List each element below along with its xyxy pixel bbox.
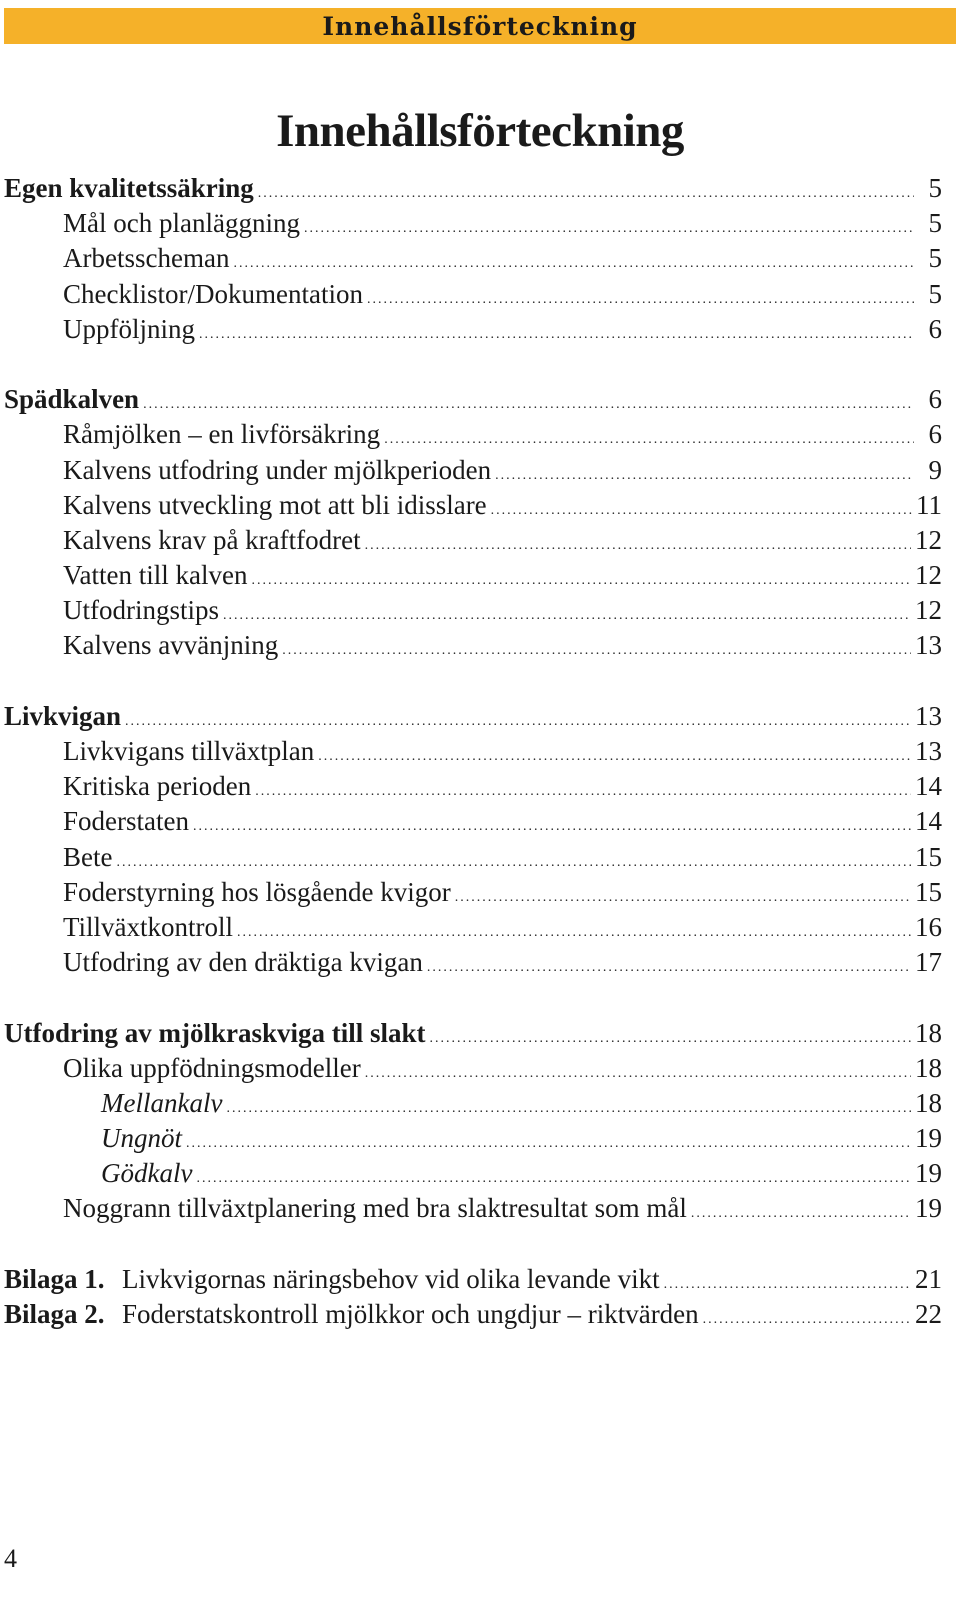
toc-entry-label: Utfodring av den dräktiga kvigan	[63, 947, 423, 978]
toc-entry-page: 12	[915, 595, 942, 626]
toc-entry-label: Foderstatskontroll mjölkkor och ungdjur – riktvärden	[122, 1299, 699, 1329]
toc-entry-page: 13	[915, 736, 942, 766]
toc-entry-page: 5	[928, 173, 942, 203]
toc-dot-leader	[223, 598, 911, 633]
toc-entry-page: 11	[916, 489, 942, 520]
toc-entry[interactable]	[4, 453, 942, 488]
toc-entry-page: 19	[915, 1158, 942, 1189]
page-title: Innehållsförteckning	[276, 105, 684, 157]
toc-entry-label: Kalvens krav på kraftfodret	[63, 524, 361, 555]
toc-entry[interactable]	[4, 769, 942, 804]
toc-dot-leader	[282, 633, 911, 668]
toc-entry-label: Råmjölken – en livförsäkring	[63, 419, 381, 450]
toc-entry-page: 12	[915, 524, 942, 555]
toc-entry[interactable]	[4, 628, 942, 663]
toc-entry-page: 14	[915, 771, 942, 802]
toc-dot-leader	[664, 1267, 911, 1302]
toc-entry-prefix: Bilaga 2.	[4, 1299, 105, 1329]
toc-dot-leader	[365, 1056, 911, 1091]
toc-entry[interactable]	[4, 417, 942, 452]
toc-entry-label: Livkvigans tillväxtplan	[63, 736, 315, 766]
toc-entry[interactable]	[4, 488, 942, 523]
toc-entry-label: Tillväxtkontroll	[63, 911, 234, 942]
table-of-contents	[4, 171, 942, 1332]
toc-entry-label: Utfodringstips	[63, 595, 220, 626]
toc-entry[interactable]	[4, 1262, 942, 1297]
toc-dot-leader	[455, 880, 911, 915]
toc-dot-leader	[193, 809, 911, 844]
toc-entry-page: 6	[928, 419, 942, 450]
toc-entry-page: 18	[915, 1017, 942, 1048]
toc-entry-page: 6	[928, 313, 942, 344]
toc-entry-label: Kritiska perioden	[63, 771, 252, 802]
toc-entry-page: 15	[915, 841, 942, 872]
toc-dot-leader	[304, 211, 914, 246]
toc-dot-leader	[251, 563, 911, 598]
toc-entry-label: Kalvens utveckling mot att bli idisslare	[63, 489, 487, 520]
toc-entry[interactable]	[4, 171, 942, 206]
toc-entry-page: 15	[915, 876, 942, 907]
toc-entry-label: Kalvens utfodring under mjölkperioden	[63, 454, 492, 485]
toc-entry[interactable]	[4, 1191, 942, 1226]
toc-dot-leader	[367, 282, 914, 317]
toc-entry-page: 14	[915, 806, 942, 837]
toc-entry[interactable]	[4, 945, 942, 980]
toc-dot-leader	[258, 176, 914, 211]
toc-entry-label: Olika uppfödningsmodeller	[63, 1052, 361, 1083]
toc-entry-page: 12	[915, 560, 942, 591]
toc-entry-page: 17	[915, 947, 942, 978]
toc-entry[interactable]	[4, 241, 942, 276]
toc-entry[interactable]	[4, 382, 942, 417]
toc-dot-leader	[427, 950, 911, 985]
toc-entry[interactable]	[4, 593, 942, 628]
toc-entry[interactable]	[4, 206, 942, 241]
section-header-bar	[4, 8, 956, 44]
toc-entry[interactable]	[4, 1016, 942, 1051]
toc-dot-leader	[491, 493, 912, 528]
toc-entry-page: 5	[928, 208, 942, 239]
toc-entry-label: Uppföljning	[63, 313, 195, 344]
toc-entry-label: Utfodring av mjölkraskviga till slakt	[4, 1017, 426, 1048]
toc-entry-page: 22	[915, 1299, 942, 1329]
toc-entry-page: 16	[915, 911, 942, 942]
toc-entry-page: 13	[915, 630, 942, 661]
toc-entry[interactable]	[4, 1051, 942, 1086]
toc-entry-prefix: Bilaga 1.	[4, 1263, 105, 1294]
toc-entry[interactable]	[4, 312, 942, 347]
toc-entry[interactable]	[4, 523, 942, 558]
toc-entry[interactable]	[4, 1086, 942, 1121]
toc-entry-label: Gödkalv	[101, 1158, 193, 1189]
toc-entry-page: 9	[928, 454, 942, 485]
toc-dot-leader	[226, 1091, 911, 1126]
toc-dot-leader	[495, 458, 914, 493]
toc-entry[interactable]	[4, 875, 942, 910]
toc-entry[interactable]	[4, 699, 942, 734]
toc-entry-label: Egen kvalitetssäkring	[4, 173, 254, 203]
toc-entry-label: Mellankalv	[101, 1087, 223, 1118]
toc-entry-label: Kalvens avvänjning	[63, 630, 279, 661]
toc-entry-label: Vatten till kalven	[63, 560, 248, 591]
toc-entry[interactable]	[4, 277, 942, 312]
toc-entry-page: 18	[915, 1052, 942, 1083]
toc-entry-label: Bete	[63, 841, 113, 872]
toc-dot-leader	[199, 317, 914, 352]
toc-dot-leader	[318, 739, 911, 774]
toc-entry-page: 6	[928, 384, 942, 415]
toc-entry-label: Arbetsscheman	[63, 243, 230, 274]
toc-dot-leader	[365, 528, 911, 563]
toc-entry-label: Mål och planläggning	[63, 208, 300, 239]
toc-entry-label: Foderstyrning hos lösgående kvigor	[63, 876, 451, 907]
toc-entry-page: 19	[915, 1193, 942, 1224]
toc-entry-label: Spädkalven	[4, 384, 140, 415]
toc-entry[interactable]	[4, 1156, 942, 1191]
toc-entry[interactable]	[4, 804, 942, 839]
toc-entry-label: Ungnöt	[101, 1123, 182, 1154]
toc-dot-leader	[691, 1196, 911, 1231]
toc-entry[interactable]	[4, 910, 942, 945]
page-number: 4	[4, 1544, 17, 1573]
toc-entry-page: 5	[928, 278, 942, 309]
toc-entry-page: 19	[915, 1123, 942, 1154]
toc-entry-page: 13	[915, 700, 942, 731]
toc-entry-page: 18	[915, 1087, 942, 1118]
toc-entry-page: 21	[915, 1263, 942, 1294]
toc-dot-leader	[430, 1021, 911, 1056]
toc-dot-leader	[186, 1126, 911, 1161]
section-header-title: Innehållsförteckning	[322, 11, 638, 41]
toc-dot-leader	[255, 774, 911, 809]
toc-entry[interactable]	[4, 840, 942, 875]
toc-entry[interactable]	[4, 558, 942, 593]
toc-entry-label: Checklistor/Dokumentation	[63, 278, 363, 309]
toc-entry-label: Livkvigornas näringsbehov vid olika levande vikt	[122, 1263, 660, 1294]
toc-entry-label: Foderstaten	[63, 806, 189, 837]
toc-entry[interactable]	[4, 1297, 942, 1332]
toc-entry[interactable]	[4, 734, 942, 769]
toc-entry-label: Livkvigan	[4, 700, 122, 731]
toc-dot-leader	[703, 1302, 911, 1337]
toc-entry-page: 5	[928, 243, 942, 274]
toc-entry[interactable]	[4, 1121, 942, 1156]
toc-entry-label: Noggrann tillväxtplanering med bra slaktresultat som mål	[63, 1193, 687, 1224]
